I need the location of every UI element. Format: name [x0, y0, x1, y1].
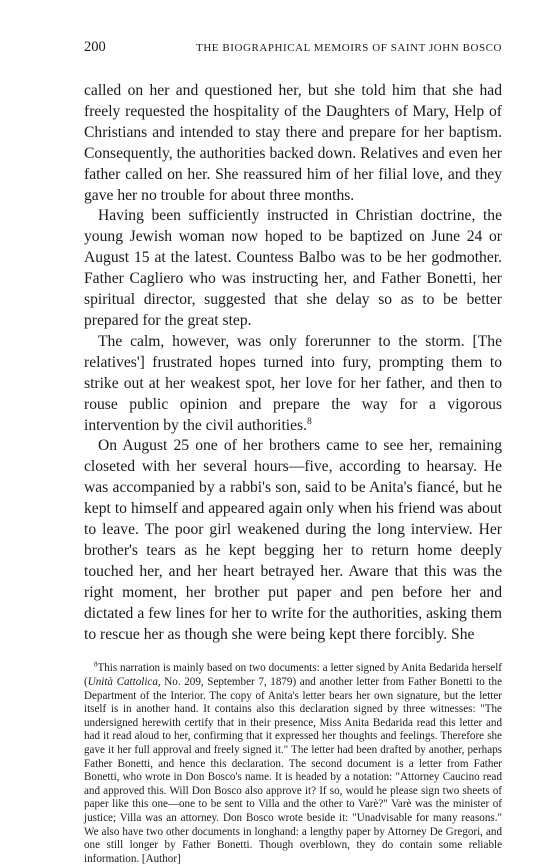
- body-text: [84, 81, 502, 645]
- book-page: [84, 38, 502, 866]
- running-head: [84, 38, 502, 56]
- footnote-marker: 8: [94, 661, 98, 669]
- footnote-8: [84, 662, 502, 866]
- paragraph-3: [84, 332, 502, 437]
- paragraph-3-text: The calm, however, was only forerunner to the storm. [The relatives'] frustrated hopes turned into fury, prompting them to strike out at her weakest spot, her love for her father, and then to rouse public opinion and prepare the way for a vigorous intervention by the civil authorities.: [84, 332, 502, 434]
- page-number: 200: [84, 39, 106, 55]
- footnote-reference: 8: [307, 415, 312, 427]
- running-title: THE BIOGRAPHICAL MEMOIRS OF SAINT JOHN BOSCO: [196, 42, 502, 54]
- footnote: [84, 662, 502, 866]
- paragraph-2: Having been sufficiently instructed in Christian doctrine, the young Jewish woman now hoped to be baptized on June 24 or August 15 at the latest. Countess Balbo was to be her godmother. Father Cagliero who was instructing her, and Father Bonetti, her spiritual director, suggested that she delay so as to be better prepared for the great step.: [84, 207, 502, 329]
- footnote-text-a: This narration is mainly based on two documents: a letter signed by Anita Bedarida herself (: [84, 662, 502, 689]
- paragraph-1: called on her and questioned her, but she told him that she had freely requested the hospitality of the Daughters of Mary, Help of Christians and intended to stay there and prepare for her baptism. Consequently, the authorities backed down. Relatives and even her father called on her. She reassured him of her filial love, and they gave her no trouble for about three months.: [84, 82, 502, 204]
- footnote-text-b: , No. 209, September 7, 1879) and another letter from Father Bonetti to the Department of the Interior. The copy of Anita's letter bears her own signature, but the letter itself is in another hand. It contains also this declaration signed by three witnesses: "The undersigned herewith certify that in their presence, Miss Anita Bedarida read this letter and had it read aloud to her, confirming that it expressed her thoughts and feelings. Therefore she gave it her full approval and freely signed it." The letter had been drafted by another, perhaps Father Bonetti, and hence this declaration. The second document is a letter from Father Bonetti, who wrote in Don Bosco's name. It is headed by a notation: "Attorney Caucino read and approved this. Will Don Bosco also approve it? If so, would he please sign two sheets of paper like this one—one to be sent to Villa and the other to Varè?" Varè was the minister of justice; Villa was an attorney. Don Bosco wrote beside it: "Unadvisable for many reasons." We also have two other documents in longhand: a lengthy paper by Attorney De Gregori, and one still longer by Father Bonetti. Though overblown, they do contain some reliable information. [Author]: [84, 676, 502, 865]
- paragraph-4: On August 25 one of her brothers came to see her, remaining closeted with her several hours—five, according to hearsay. He was accompanied by a rabbi's son, said to be Anita's fiancé, but he kept to himself and appeared again only when his friend was about to leave. The poor girl weakened during the long interview. Her brother's tears as he kept begging her to return home deeply touched her, and her heart betrayed her. Aware that this was the right moment, her brother put paper and pen before her and dictated a few lines for her to write for the authorities, asking them to rescue her as though she were being kept there forcibly. She: [84, 437, 502, 643]
- footnote-source-title: Unità Cattolica: [87, 676, 158, 689]
